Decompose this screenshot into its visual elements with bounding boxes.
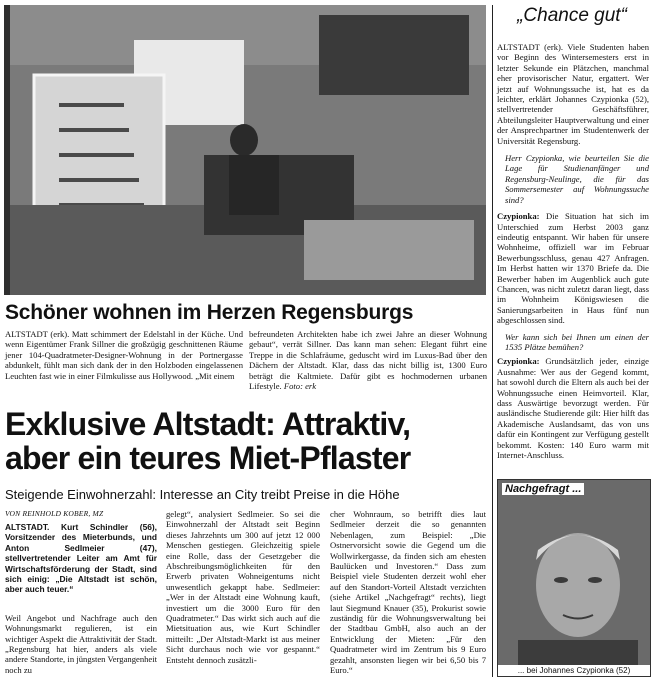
sidebar-title: „Chance gut“ — [517, 5, 627, 26]
sidebar-answer-1 — [497, 211, 649, 325]
sidebar-question-1: Herr Czypionka, wie beurteilen Sie die Lage für Studienanfänger und Regensburg-Neulinge, die für das Sommersemester auf Wohnungssuche sind? — [505, 153, 649, 205]
portrait-label: Nachgefragt ... — [502, 483, 584, 495]
article-col3 — [330, 509, 486, 676]
article-col3-body: cher Wohnraum, so betrifft dies laut Sedlmeier derzeit die so genannten Nebenlagen, zum Beispiel: „Die Ostnervorsicht sowie die Gegend um die Wollwirkergasse, da finden sich am ehesten Baulücken und Investoren.“ Dass zum Beispiel viele Studenten derzeit wohl eher auf den Standort-Vorteil Altstadt verzichten (siehe Artikel „Nachgefragt“ rechts), liegt laut Siegmund Knauer (35), Prokurist sowie zuständig für die Wohnungsverwaltung bei der Stadtbau GmbH, also auch an der Entwicklung der Mieten: „Für den Quadratmeter wird im Zentrum bis 9 Euro gezahlt, ansonsten liegen wir bei 6,50 bis 7 Euro.“ — [330, 509, 486, 676]
article-col2 — [166, 509, 320, 665]
headline-line-1: Exklusive Altstadt: Attraktiv, — [5, 406, 411, 442]
sidebar-answer-2 — [497, 356, 649, 460]
sidebar-answer-2-text: Grundsätzlich jeder, einzige Ausnahme: Wer aus der Gegend kommt, hat sowohl durch die Eltern als auch bei der Wohnungssuche einen Heimvorteil. Klar, dass Auswärtige bevorzugt werden. Für ausländische Studierende gilt: Hier hilft das Akademische Auslandsamt, das von uns dafür ein Kontingent zur Verfügung gestellt bekommt. Kosten: 140 Euro warm mit Internet-Anschluss. — [497, 356, 650, 461]
photo-caption-col1-text: ALTSTADT (erk). Matt schimmert der Edelstahl in der Küche. Und wenn Eigentümer Frank Sillner die großzügig geschnittenen Räume jener 104-Quadratmeter-Designer-Wohnung in der Portnergasse abdunkelt, fühlt man sich dank der in den Holzboden eingelassenen Leuchten fast wie in einer Filmkulisse aus Hollywood. „Mit einem — [5, 329, 243, 381]
photo-caption-title: Schöner wohnen im Herzen Regensburgs — [5, 301, 414, 324]
article-col1 — [5, 522, 157, 675]
photo-caption-col2-text: befreundeten Architekten habe ich zwei Jahre an dieser Wohnung gebaut“, verrät Sillner. Das kann man sehen: Elegant führt eine Treppe in die Schlafräume, geduscht wird im Luxus-Bad über den Dächern der Altstadt. Klar, dass das nicht billig ist, 1300 Euro beträgt die Kaltmiete. Dafür gibt es hochmodernen urbanen Lifestyle. — [249, 329, 487, 392]
portrait-caption: ... bei Johannes Czypionka (52) — [498, 665, 650, 676]
photo-caption-col2 — [249, 329, 487, 391]
article-col1-body: Weil Angebot und Nachfrage auch den Wohnungsmarkt regulieren, ist ein wichtiger Aspekt die Attraktivität der Stadt. „Regensburg hat hier, anders als viele andere Standorte, in jüngsten Vergangenheit noch zu — [5, 612, 157, 675]
sidebar-intro: ALTSTADT (erk). Viele Studenten haben vor Beginn des Wintersemesters erst in letzter Sekunde ein Plätzchen, manchmal eher provisorischer Natur, ergattert. Wer jetzt auf Wohnungssuche ist, hat es da leichter, erklärt Johannes Czypionka (52), stellvertretender Geschäftsführer, Abteilungsleiter Hauptverwaltung und einer der Ansprechpartner im Studentenwerk der Universität Regensburg. — [497, 42, 649, 146]
photo-credit: Foto: erk — [283, 381, 317, 392]
article-byline: VON REINHOLD KOBER, MZ — [5, 509, 104, 518]
sidebar-answer-1-text: Die Situation hat sich im Unterschied zum Herbst 2003 ganz eindeutig entspannt. Wir haben für unsere Wohnheime, offiziell war im Februar Bewerbungsschluss, genau 427 Anfragen. Im Herbst hatten wir 1370 Briefe da. Die Bewerber haben im Augenblick auch gute Chancen, was nicht zuletzt daran liegt, dass im Wohnheim Königswiesen die Sanierungsarbeiten in Haus fünf nun abgeschlossen sind. — [497, 211, 649, 326]
article-lead: ALTSTADT. Kurt Schindler (56), Vorsitzender des Mieterbunds, und Anton Sedlmeier (47), stellvertretender Leiter am Amt für Wirtschaftsförderung der Stadt, sind sich einig: „Die Altstadt ist schön, aber auch teuer.“ — [5, 522, 157, 595]
sidebar-answer-2-name: Czypionka: — [497, 356, 540, 367]
portrait-image — [498, 480, 650, 676]
sidebar-question-2: Wer kann sich bei Ihnen um einen der 1535 Plätze bemühen? — [505, 331, 649, 352]
article-subheadline: Steigende Einwohnerzahl: Interesse an City treibt Preise in die Höhe — [5, 487, 400, 502]
apartment-photo — [4, 5, 486, 295]
article-col2-body: gelegt“, analysiert Sedlmeier. So sei die Einwohnerzahl der Altstadt seit Beginn dieses Jahrzehnts um 300 auf jetzt 12 000 Menschen gestiegen. Gleichzeitig spiele eine Rolle, dass der Gesetzgeber die Abschreibungsmöglichkeiten für den Erwerb privaten Wohneigentums nicht unwesentlich gekappt habe. Sedlmeier: „Wer in der Altstadt eine Wohnung kauft, investiert um die 3000 Euro für den Quadratmeter.“ Das wirkt sich auch auf die Mietsituation aus, wie Kurt Schindler mitteilt: „Der Altstadt-Markt ist aus meiner Sicht durchaus noch wie vor gespannt.“ Entsteht dennoch zusätzli- — [166, 509, 320, 665]
sidebar-divider — [492, 5, 493, 677]
sidebar-text — [497, 42, 649, 460]
portrait-box — [497, 479, 651, 677]
sidebar-answer-1-name: Czypionka: — [497, 211, 540, 222]
apartment-photo-image — [4, 5, 486, 295]
article-headline — [5, 407, 491, 475]
headline-line-2: aber ein teures Miet-Pflaster — [5, 440, 411, 476]
photo-caption-col1 — [5, 329, 243, 381]
